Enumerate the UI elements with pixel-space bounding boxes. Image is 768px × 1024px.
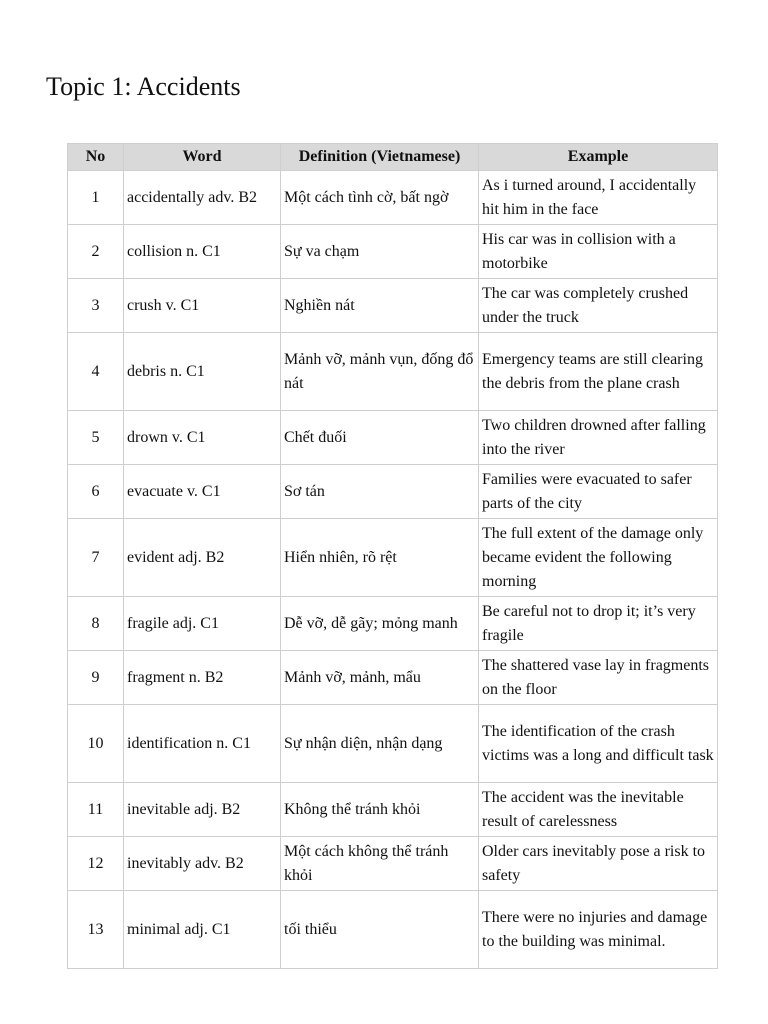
cell-word: crush v. C1	[124, 279, 281, 333]
cell-definition: Sự va chạm	[281, 225, 479, 279]
cell-no: 1	[68, 171, 124, 225]
cell-example: His car was in collision with a motorbike	[479, 225, 718, 279]
cell-no: 6	[68, 465, 124, 519]
cell-word: evacuate v. C1	[124, 465, 281, 519]
cell-definition: Dễ vỡ, dễ gãy; mỏng manh	[281, 597, 479, 651]
table-row	[68, 597, 718, 651]
cell-no: 4	[68, 333, 124, 411]
cell-definition: Sự nhận diện, nhận dạng	[281, 705, 479, 783]
table-row	[68, 651, 718, 705]
cell-no: 8	[68, 597, 124, 651]
table-row	[68, 171, 718, 225]
page-title: Topic 1: Accidents	[46, 72, 241, 101]
cell-example: Emergency teams are still clearing the debris from the plane crash	[479, 333, 718, 411]
cell-word: fragile adj. C1	[124, 597, 281, 651]
cell-example: Be careful not to drop it; it’s very fragile	[479, 597, 718, 651]
cell-no: 5	[68, 411, 124, 465]
cell-example: There were no injuries and damage to the building was minimal.	[479, 891, 718, 969]
cell-definition: Mảnh vỡ, mảnh vụn, đống đổ nát	[281, 333, 479, 411]
table-row	[68, 465, 718, 519]
cell-definition: Mảnh vỡ, mảnh, mẩu	[281, 651, 479, 705]
cell-definition: Sơ tán	[281, 465, 479, 519]
cell-definition: Một cách không thể tránh khỏi	[281, 837, 479, 891]
vocabulary-table	[67, 143, 718, 969]
cell-example: The identification of the crash victims was a long and difficult task	[479, 705, 718, 783]
cell-no: 13	[68, 891, 124, 969]
cell-word: inevitably adv. B2	[124, 837, 281, 891]
header-definition: Definition (Vietnamese)	[281, 144, 479, 171]
cell-example: The car was completely crushed under the truck	[479, 279, 718, 333]
cell-no: 3	[68, 279, 124, 333]
cell-word: inevitable adj. B2	[124, 783, 281, 837]
table-header-row	[68, 144, 718, 171]
cell-definition: Hiển nhiên, rõ rệt	[281, 519, 479, 597]
cell-word: fragment n. B2	[124, 651, 281, 705]
cell-example: The shattered vase lay in fragments on the floor	[479, 651, 718, 705]
cell-no: 10	[68, 705, 124, 783]
table-row	[68, 411, 718, 465]
table-row	[68, 519, 718, 597]
table-row	[68, 837, 718, 891]
cell-definition: tối thiểu	[281, 891, 479, 969]
cell-definition: Không thể tránh khỏi	[281, 783, 479, 837]
cell-word: accidentally adv. B2	[124, 171, 281, 225]
cell-example: The accident was the inevitable result of carelessness	[479, 783, 718, 837]
cell-word: minimal adj. C1	[124, 891, 281, 969]
cell-no: 11	[68, 783, 124, 837]
cell-example: Families were evacuated to safer parts of the city	[479, 465, 718, 519]
header-word: Word	[124, 144, 281, 171]
cell-example: As i turned around, I accidentally hit him in the face	[479, 171, 718, 225]
cell-no: 7	[68, 519, 124, 597]
header-no: No	[68, 144, 124, 171]
cell-definition: Một cách tình cờ, bất ngờ	[281, 171, 479, 225]
cell-word: identification n. C1	[124, 705, 281, 783]
cell-definition: Nghiền nát	[281, 279, 479, 333]
cell-word: evident adj. B2	[124, 519, 281, 597]
table-row	[68, 333, 718, 411]
cell-word: drown v. C1	[124, 411, 281, 465]
cell-no: 2	[68, 225, 124, 279]
table-row	[68, 225, 718, 279]
cell-word: collision n. C1	[124, 225, 281, 279]
cell-example: Older cars inevitably pose a risk to safety	[479, 837, 718, 891]
table-row	[68, 783, 718, 837]
table-row	[68, 705, 718, 783]
cell-definition: Chết đuối	[281, 411, 479, 465]
cell-no: 9	[68, 651, 124, 705]
cell-word: debris n. C1	[124, 333, 281, 411]
table-row	[68, 279, 718, 333]
cell-example: Two children drowned after falling into the river	[479, 411, 718, 465]
cell-no: 12	[68, 837, 124, 891]
table-row	[68, 891, 718, 969]
header-example: Example	[479, 144, 718, 171]
cell-example: The full extent of the damage only became evident the following morning	[479, 519, 718, 597]
